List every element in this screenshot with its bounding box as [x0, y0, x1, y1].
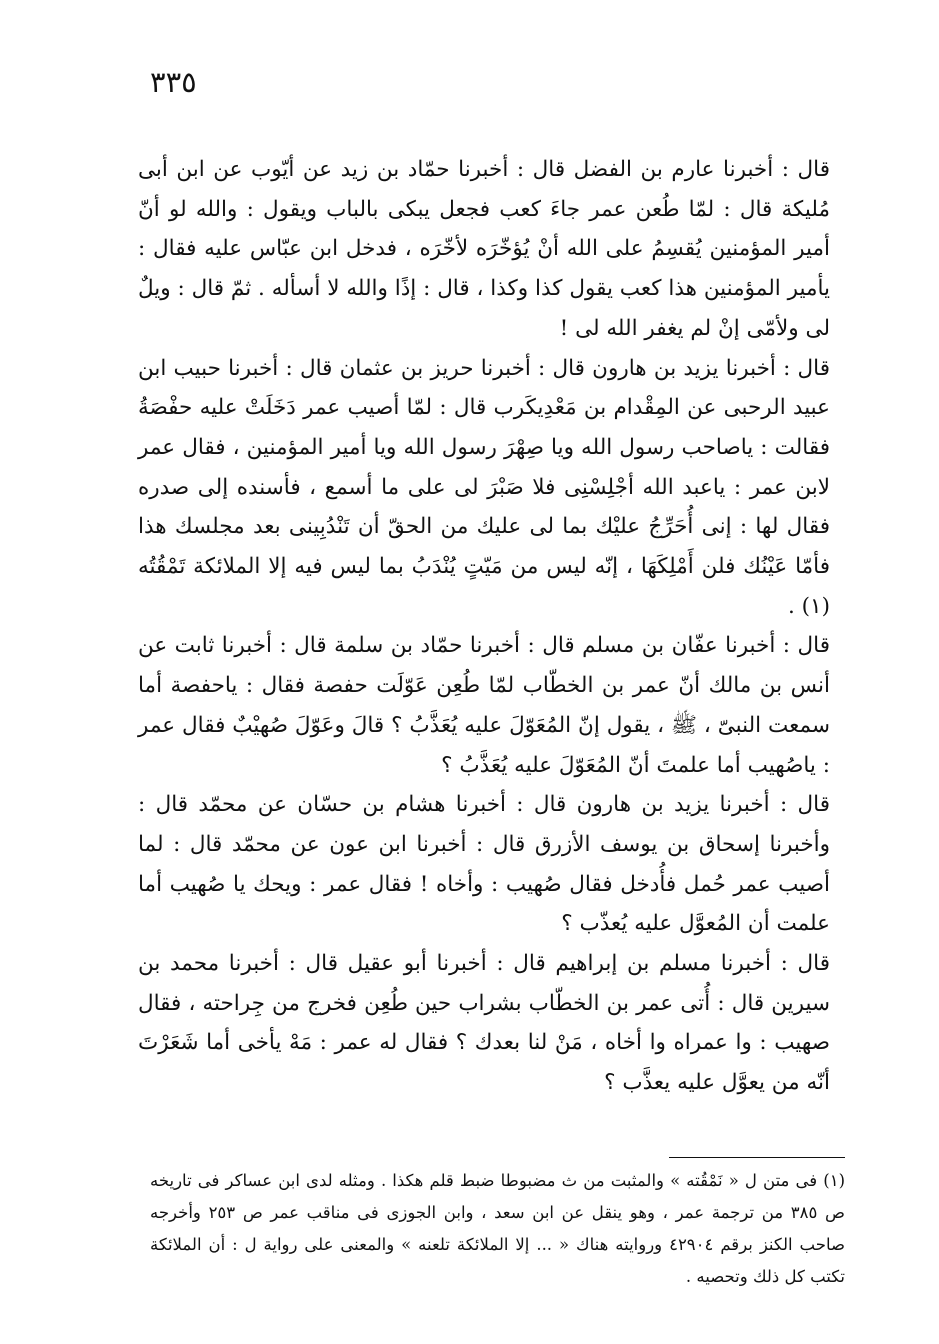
page-number: ٣٣٥	[150, 65, 197, 99]
paragraph: قال : أخبرنا يزيد بن هارون قال : أخبرنا حريز بن عثمان قال : أخبرنا حبيب ابن عبيد الرحبى عن المِقْدام بن مَعْدِيكَرب قال : لمّا أصيب عمر دَخَلَتْ عليه حفْصَةُ فقالت : ياصاحب رسول الله ويا صِهْرَ رسول الله ويا أمير المؤمنين ، فقال عمر لابن عمر : ياعبد الله أجْلِسْنِى فلا صَبْرَ لى على ما أسمع ، فأسنده إلى صدره فقال لها : إنى أُحَرِّجُ عليْك بما لى عليك من الحقّ أن تَنْدُبِينى بعد مجلسك هذا فأمّا عَيْنُك فلن أَمْلِكَهَا ، إنّه ليس من مَيّتٍ يُنْدَبُ بما ليس فيه إلا الملائكة تَمْقُتُه (١) .	[138, 355, 830, 619]
paragraph: قال : أخبرنا يزيد بن هارون قال : أخبرنا هشام بن حسّان عن محمّد قال : وأخبرنا إسحاق بن يوسف الأزرق قال : أخبرنا ابن عون عن محمّد قال : لما أصيب عمر حُمل فأُدخل فقال صُهيب : وأخاه ! فقال عمر : ويحك يا صُهيب أما علمت أن المُعوَّل عليه يُعذّب ؟	[138, 792, 830, 937]
footnote-divider	[669, 1157, 845, 1158]
paragraph: قال : أخبرنا عارم بن الفضل قال : أخبرنا حمّاد بن زيد عن أيّوب عن ابن أبى مُليكة قال : لمّا طُعن عمر جاءَ كعب فجعل يبكى بالباب ويقول : والله لو أنّ أمير المؤمنين يُقسِمُ على الله أنْ يُؤخّرَه لأخّرَه ، فدخل ابن عبّاس عليه فقال : يأمير المؤمنين هذا كعب يقول كذا وكذا ، قال : إذًا والله لا أسأله . ثمّ قال : ويلٌ لى ولأمّى إنْ لم يغفر الله لى !	[138, 157, 830, 341]
footnote: (١) فى متن ل « نَمْقُته » والمثبت من ث مضبوطا ضبط قلم هكذا . ومثله لدى ابن عساكر فى تاريخه ص ٣٨٥ من ترجمة عمر ، وهو ينقل عن ابن سعد ، وابن الجوزى فى مناقب عمر ص ٢٥٣ وأخرجه صاحب الكنز برقم ٤٢٩٠٤ وروايته هناك « ... إلا الملائكة تلعنه » والمعنى على رواية ل : أن الملائكة تكتب كل ذلك وتحصيه .	[150, 1171, 845, 1286]
paragraph: قال : أخبرنا مسلم بن إبراهيم قال : أخبرنا أبو عقيل قال : أخبرنا محمد بن سيرين قال : أُتى عمر بن الخطّاب بشراب حين طُعِن فخرج من جِراحته ، فقال صهيب : وا عمراه وا أخاه ، مَنْ لنا بعدك ؟ فقال له عمر : مَهْ يأخى أما شَعَرْتَ أنّه من يعوَّل عليه يعذَّب ؟	[138, 951, 830, 1096]
main-text	[138, 150, 830, 1103]
footnotes	[150, 1165, 845, 1293]
paragraph: قال : أخبرنا عفّان بن مسلم قال : أخبرنا حمّاد بن سلمة قال : أخبرنا ثابت عن أنس بن مالك أنّ عمر بن الخطّاب لمّا طُعِن عَوّلَت حفصة فقال : ياحفصة أما سمعت النبىّ ، ﷺ ، يقول إنّ المُعَوّلَ عليه يُعَذَّبُ ؟ قالَ وعَوّلَ صُهيْبٌ فقال عمر : ياصُهيب أما علمتَ أنّ المُعَوّلَ عليه يُعَذَّبُ ؟	[138, 633, 830, 778]
